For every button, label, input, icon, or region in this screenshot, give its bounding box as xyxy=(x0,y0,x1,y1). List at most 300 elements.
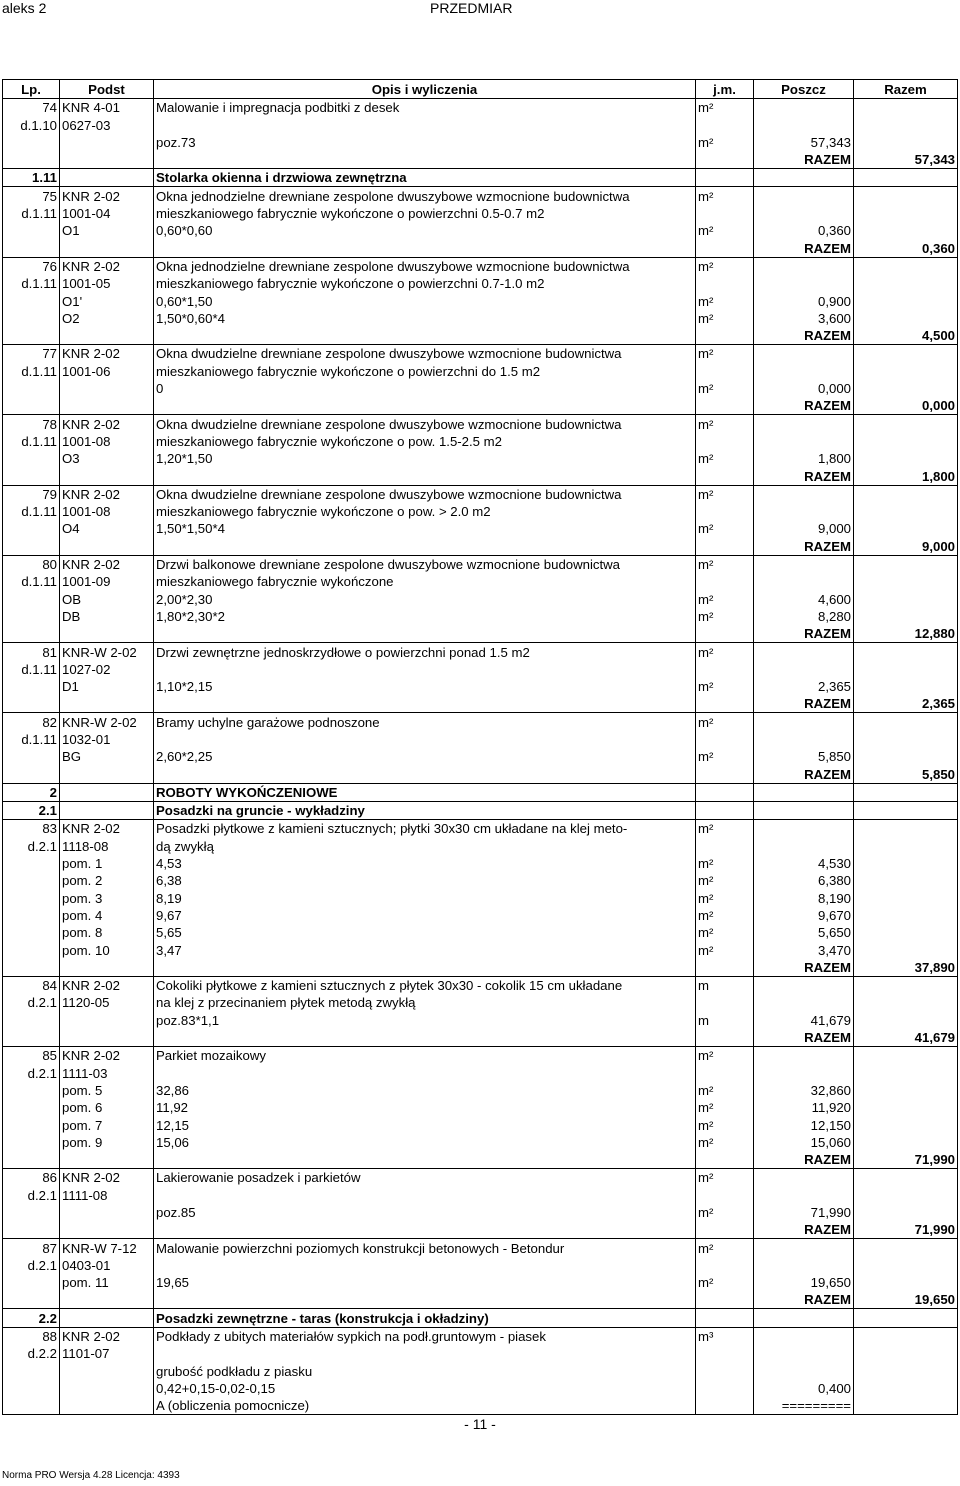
cell-podst xyxy=(60,1029,154,1047)
cell-podst xyxy=(60,151,154,169)
table-row xyxy=(3,713,958,731)
subtotal-row xyxy=(3,1029,958,1047)
cell-razem xyxy=(854,222,958,239)
cell-jm xyxy=(696,1064,754,1081)
cell-razem xyxy=(854,941,958,958)
page-header xyxy=(0,0,960,18)
cell-opis xyxy=(154,1291,696,1309)
cell-razem xyxy=(854,1064,958,1081)
cell-opis: Drzwi zewnętrzne jednoskrzydłowe o powierzchni ponad 1.5 m2 xyxy=(154,643,696,661)
cell-poszcz xyxy=(754,837,854,854)
cell-jm: m² xyxy=(696,907,754,924)
cell-poszcz xyxy=(754,205,854,222)
cell-jm: m² xyxy=(696,415,754,433)
cell-opis: 1,80*2,30*2 xyxy=(154,608,696,625)
cell-opis: 1,50*0,60*4 xyxy=(154,310,696,327)
cell-opis xyxy=(154,1064,696,1081)
cell-poszcz xyxy=(754,1239,854,1257)
cell-opis: 12,15 xyxy=(154,1116,696,1133)
cell-lp xyxy=(3,907,60,924)
cell-jm: m² xyxy=(696,748,754,765)
table-row xyxy=(3,590,958,607)
cell-opis: Malowanie i impregnacja podbitki z desek xyxy=(154,99,696,117)
cell-opis: mieszkaniowego fabrycznie wykończone o pow. > 2.0 m2 xyxy=(154,503,696,520)
cell-podst: 1001-05 xyxy=(60,275,154,292)
cell-opis xyxy=(154,1029,696,1047)
cell-podst: pom. 8 xyxy=(60,924,154,941)
cell-razem xyxy=(854,907,958,924)
cell-razem xyxy=(854,292,958,309)
cell-lp xyxy=(3,310,60,327)
cell-jm: m² xyxy=(696,99,754,117)
cell-razem xyxy=(854,520,958,537)
cell-razem: 37,890 xyxy=(854,959,958,977)
cell-lp xyxy=(3,748,60,765)
cell-poszcz: 11,920 xyxy=(754,1099,854,1116)
cell-lp xyxy=(3,1011,60,1028)
cell-podst xyxy=(60,1011,154,1028)
table-row xyxy=(3,1134,958,1151)
subtotal-row xyxy=(3,1151,958,1169)
cell-lp xyxy=(3,889,60,906)
cell-lp: 2.2 xyxy=(3,1309,60,1327)
cell-podst: O1' xyxy=(60,292,154,309)
cell-lp xyxy=(3,625,60,643)
cell-razem xyxy=(854,187,958,205)
cell-jm: m² xyxy=(696,1082,754,1099)
cell-jm: m² xyxy=(696,608,754,625)
cell-jm xyxy=(696,433,754,450)
cell-podst: pom. 9 xyxy=(60,1134,154,1151)
cell-razem xyxy=(854,310,958,327)
cell-poszcz: RAZEM xyxy=(754,151,854,169)
table-row xyxy=(3,731,958,748)
table-row xyxy=(3,345,958,363)
cell-opis: 3,47 xyxy=(154,941,696,958)
cell-razem xyxy=(854,1274,958,1291)
section-row xyxy=(3,801,958,819)
table-row xyxy=(3,1186,958,1203)
cell-lp xyxy=(3,292,60,309)
cell-poszcz xyxy=(754,783,854,801)
cell-podst xyxy=(60,169,154,187)
cell-jm xyxy=(696,959,754,977)
subtotal-row xyxy=(3,765,958,783)
cell-podst: KNR-W 7-12 xyxy=(60,1239,154,1257)
cell-jm xyxy=(696,783,754,801)
cell-podst: KNR 2-02 xyxy=(60,820,154,838)
cell-jm: m² xyxy=(696,187,754,205)
cell-jm: m² xyxy=(696,555,754,573)
cell-lp: 82 xyxy=(3,713,60,731)
cell-lp: 85 xyxy=(3,1047,60,1065)
subtotal-row xyxy=(3,625,958,643)
cell-jm: m² xyxy=(696,924,754,941)
cell-lp: d.2.2 xyxy=(3,1345,60,1362)
cell-razem: 9,000 xyxy=(854,537,958,555)
cell-opis: mieszkaniowego fabrycznie wykończone o powierzchni do 1.5 m2 xyxy=(154,362,696,379)
cell-lp: 86 xyxy=(3,1169,60,1187)
cell-razem xyxy=(854,450,958,467)
cell-podst: O2 xyxy=(60,310,154,327)
cell-podst: BG xyxy=(60,748,154,765)
table-row xyxy=(3,433,958,450)
cell-poszcz: RAZEM xyxy=(754,1151,854,1169)
cell-podst: KNR 2-02 xyxy=(60,257,154,275)
cell-podst xyxy=(60,134,154,151)
table-row xyxy=(3,187,958,205)
cell-razem xyxy=(854,99,958,117)
cell-podst: 1120-05 xyxy=(60,994,154,1011)
cell-podst xyxy=(60,1380,154,1397)
cell-poszcz xyxy=(754,1186,854,1203)
table-row xyxy=(3,1099,958,1116)
cell-opis: Okna jednodzielne drewniane zespolone dwuszybowe wzmocnione budownictwa xyxy=(154,187,696,205)
cell-podst xyxy=(60,765,154,783)
cell-razem xyxy=(854,1345,958,1362)
cell-jm xyxy=(696,661,754,678)
cell-podst: KNR 2-02 xyxy=(60,345,154,363)
cell-lp xyxy=(3,1082,60,1099)
cell-poszcz xyxy=(754,573,854,590)
cell-jm xyxy=(696,327,754,345)
table-row xyxy=(3,520,958,537)
cell-jm: m² xyxy=(696,345,754,363)
cell-podst: KNR 2-02 xyxy=(60,1047,154,1065)
cell-poszcz: 0,000 xyxy=(754,380,854,397)
cell-opis xyxy=(154,239,696,257)
subtotal-row xyxy=(3,1291,958,1309)
cell-lp xyxy=(3,590,60,607)
cell-razem xyxy=(854,1309,958,1327)
cell-opis xyxy=(154,116,696,133)
cell-podst: pom. 4 xyxy=(60,907,154,924)
cell-poszcz: 3,470 xyxy=(754,941,854,958)
cell-poszcz: 9,670 xyxy=(754,907,854,924)
cell-opis: mieszkaniowego fabrycznie wykończone o powierzchni 0.7-1.0 m2 xyxy=(154,275,696,292)
cell-jm xyxy=(696,1186,754,1203)
cell-jm: m² xyxy=(696,820,754,838)
cell-lp: d.1.11 xyxy=(3,573,60,590)
cell-razem xyxy=(854,380,958,397)
cell-razem xyxy=(854,1327,958,1345)
cell-opis: 4,53 xyxy=(154,855,696,872)
cell-lp xyxy=(3,872,60,889)
cell-poszcz: 2,365 xyxy=(754,678,854,695)
cell-jm xyxy=(696,503,754,520)
cell-opis xyxy=(154,1151,696,1169)
cell-jm xyxy=(696,573,754,590)
table-row xyxy=(3,362,958,379)
cell-poszcz xyxy=(754,99,854,117)
cell-jm xyxy=(696,467,754,485)
cell-poszcz: 19,650 xyxy=(754,1274,854,1291)
cell-opis: na klej z przecinaniem płytek metodą zwykłą xyxy=(154,994,696,1011)
cell-podst: pom. 5 xyxy=(60,1082,154,1099)
cell-podst: 1111-03 xyxy=(60,1064,154,1081)
cell-podst: pom. 1 xyxy=(60,855,154,872)
cell-razem: 1,800 xyxy=(854,467,958,485)
cell-opis: 32,86 xyxy=(154,1082,696,1099)
cell-razem xyxy=(854,1099,958,1116)
cell-poszcz xyxy=(754,820,854,838)
cell-opis: Stolarka okienna i drzwiowa zewnętrzna xyxy=(154,169,696,187)
cell-lp xyxy=(3,380,60,397)
cell-razem xyxy=(854,433,958,450)
cell-opis: Bramy uchylne garażowe podnoszone xyxy=(154,713,696,731)
cell-lp xyxy=(3,695,60,713)
cell-opis: 5,65 xyxy=(154,924,696,941)
cell-opis: Cokoliki płytkowe z kamieni sztucznych z płytek 30x30 - cokolik 15 cm układane xyxy=(154,976,696,994)
subtotal-row xyxy=(3,397,958,415)
cell-podst: KNR 2-02 xyxy=(60,415,154,433)
cell-jm xyxy=(696,1221,754,1239)
cell-lp: d.2.1 xyxy=(3,1186,60,1203)
table-row xyxy=(3,1257,958,1274)
cell-razem: 2,365 xyxy=(854,695,958,713)
cell-podst xyxy=(60,1362,154,1379)
cell-opis xyxy=(154,327,696,345)
cell-jm xyxy=(696,731,754,748)
cell-poszcz xyxy=(754,1257,854,1274)
table-row xyxy=(3,924,958,941)
cell-jm xyxy=(696,1291,754,1309)
cell-opis xyxy=(154,1221,696,1239)
cell-jm xyxy=(696,1380,754,1397)
cell-opis: poz.73 xyxy=(154,134,696,151)
cell-razem xyxy=(854,1011,958,1028)
table-row xyxy=(3,855,958,872)
cell-lp: d.1.11 xyxy=(3,275,60,292)
cell-lp xyxy=(3,678,60,695)
cell-jm: m² xyxy=(696,222,754,239)
cell-jm: m² xyxy=(696,380,754,397)
cell-razem xyxy=(854,678,958,695)
cell-razem xyxy=(854,555,958,573)
cell-poszcz xyxy=(754,1362,854,1379)
cell-podst: D1 xyxy=(60,678,154,695)
cell-jm: m² xyxy=(696,678,754,695)
section-row xyxy=(3,169,958,187)
cell-razem xyxy=(854,783,958,801)
cell-opis: 2,00*2,30 xyxy=(154,590,696,607)
cell-jm xyxy=(696,1397,754,1415)
cell-poszcz: RAZEM xyxy=(754,765,854,783)
cell-opis xyxy=(154,1345,696,1362)
cell-poszcz xyxy=(754,503,854,520)
cell-opis: Lakierowanie posadzek i parkietów xyxy=(154,1169,696,1187)
cell-lp: d.1.11 xyxy=(3,661,60,678)
table-row xyxy=(3,1116,958,1133)
col-poszcz: Poszcz xyxy=(754,80,854,99)
cell-lp xyxy=(3,1204,60,1221)
cell-poszcz: 0,400 xyxy=(754,1380,854,1397)
cell-jm: m² xyxy=(696,134,754,151)
cell-podst: KNR-W 2-02 xyxy=(60,713,154,731)
cell-poszcz: 9,000 xyxy=(754,520,854,537)
cell-podst: KNR 4-01 xyxy=(60,99,154,117)
cell-podst: O3 xyxy=(60,450,154,467)
cell-podst: 1001-09 xyxy=(60,573,154,590)
cell-opis: Parkiet mozaikowy xyxy=(154,1047,696,1065)
cell-poszcz xyxy=(754,1169,854,1187)
cell-jm: m² xyxy=(696,872,754,889)
cell-opis: Posadzki zewnętrzne - taras (konstrukcja i okładziny) xyxy=(154,1309,696,1327)
cell-opis: mieszkaniowego fabrycznie wykończone o pow. 1.5-2.5 m2 xyxy=(154,433,696,450)
cell-razem xyxy=(854,994,958,1011)
cell-razem xyxy=(854,573,958,590)
cell-opis xyxy=(154,467,696,485)
table-body xyxy=(3,99,958,1415)
cell-podst xyxy=(60,801,154,819)
cell-jm: m² xyxy=(696,257,754,275)
cell-opis: 6,38 xyxy=(154,872,696,889)
cell-razem xyxy=(854,275,958,292)
cell-jm: m² xyxy=(696,855,754,872)
cell-lp: d.2.1 xyxy=(3,1064,60,1081)
cell-poszcz xyxy=(754,433,854,450)
cell-lp: 75 xyxy=(3,187,60,205)
cell-lp: 78 xyxy=(3,415,60,433)
cell-jm: m² xyxy=(696,310,754,327)
cell-jm xyxy=(696,801,754,819)
cell-razem xyxy=(854,820,958,838)
subtotal-row xyxy=(3,1221,958,1239)
cell-razem xyxy=(854,1134,958,1151)
cell-opis: ROBOTY WYKOŃCZENIOWE xyxy=(154,783,696,801)
subtotal-row xyxy=(3,151,958,169)
cell-poszcz xyxy=(754,643,854,661)
cell-poszcz xyxy=(754,661,854,678)
cell-poszcz: RAZEM xyxy=(754,1029,854,1047)
table-row xyxy=(3,820,958,838)
cell-lp xyxy=(3,1116,60,1133)
cell-lp xyxy=(3,537,60,555)
cell-razem xyxy=(854,889,958,906)
cell-opis: 11,92 xyxy=(154,1099,696,1116)
table-row xyxy=(3,1362,958,1379)
cell-opis: Podkłady z ubitych materiałów sypkich na podł.gruntowym - piasek xyxy=(154,1327,696,1345)
cell-poszcz: 4,530 xyxy=(754,855,854,872)
cell-lp: d.2.1 xyxy=(3,837,60,854)
cell-poszcz xyxy=(754,1345,854,1362)
table-row xyxy=(3,1274,958,1291)
cell-poszcz xyxy=(754,555,854,573)
cell-jm xyxy=(696,1151,754,1169)
table-row xyxy=(3,976,958,994)
cell-lp xyxy=(3,327,60,345)
cell-razem xyxy=(854,976,958,994)
cell-opis: 0,60*0,60 xyxy=(154,222,696,239)
cell-lp xyxy=(3,1151,60,1169)
cell-lp: 2 xyxy=(3,783,60,801)
cell-jm xyxy=(696,837,754,854)
cell-podst: KNR-W 2-02 xyxy=(60,643,154,661)
cell-jm: m xyxy=(696,976,754,994)
cell-podst xyxy=(60,959,154,977)
table-row xyxy=(3,941,958,958)
cell-razem xyxy=(854,169,958,187)
cell-podst: KNR 2-02 xyxy=(60,1169,154,1187)
cell-lp: d.2.1 xyxy=(3,1257,60,1274)
cell-razem: 19,650 xyxy=(854,1291,958,1309)
cell-poszcz xyxy=(754,187,854,205)
cell-podst: 1118-08 xyxy=(60,837,154,854)
cell-razem xyxy=(854,872,958,889)
table-row xyxy=(3,134,958,151)
cell-opis: 1,50*1,50*4 xyxy=(154,520,696,537)
cell-podst: 0627-03 xyxy=(60,116,154,133)
cell-opis: Okna jednodzielne drewniane zespolone dwuszybowe wzmocnione budownictwa xyxy=(154,257,696,275)
table-row xyxy=(3,1064,958,1081)
cell-poszcz: RAZEM xyxy=(754,1291,854,1309)
cell-opis: Okna dwudzielne drewniane zespolone dwuszybowe wzmocnione budownictwa xyxy=(154,345,696,363)
cell-lp: 1.11 xyxy=(3,169,60,187)
cell-podst: pom. 7 xyxy=(60,1116,154,1133)
cell-podst: pom. 6 xyxy=(60,1099,154,1116)
cell-jm xyxy=(696,239,754,257)
cell-jm xyxy=(696,1309,754,1327)
cell-opis: poz.83*1,1 xyxy=(154,1011,696,1028)
cell-lp: 83 xyxy=(3,820,60,838)
table-row xyxy=(3,1380,958,1397)
cell-podst xyxy=(60,239,154,257)
cell-podst: pom. 11 xyxy=(60,1274,154,1291)
cell-razem: 57,343 xyxy=(854,151,958,169)
table-row xyxy=(3,292,958,309)
cell-opis: 2,60*2,25 xyxy=(154,748,696,765)
cell-opis: mieszkaniowego fabrycznie wykończone xyxy=(154,573,696,590)
cell-lp: 87 xyxy=(3,1239,60,1257)
cell-lp xyxy=(3,855,60,872)
cell-jm: m³ xyxy=(696,1327,754,1345)
cell-razem: 4,500 xyxy=(854,327,958,345)
cell-podst: 1032-01 xyxy=(60,731,154,748)
cell-lp: 76 xyxy=(3,257,60,275)
cell-jm: m² xyxy=(696,485,754,503)
cell-jm: m² xyxy=(696,713,754,731)
table-row xyxy=(3,1327,958,1345)
cell-podst: KNR 2-02 xyxy=(60,1327,154,1345)
subtotal-row xyxy=(3,537,958,555)
table-row xyxy=(3,678,958,695)
cell-opis: 15,06 xyxy=(154,1134,696,1151)
cell-podst: pom. 3 xyxy=(60,889,154,906)
table-row xyxy=(3,503,958,520)
cell-poszcz: 8,280 xyxy=(754,608,854,625)
cell-lp: 81 xyxy=(3,643,60,661)
table-row xyxy=(3,573,958,590)
cell-podst: DB xyxy=(60,608,154,625)
cell-razem xyxy=(854,1169,958,1187)
cell-jm xyxy=(696,1257,754,1274)
cell-razem xyxy=(854,643,958,661)
table-row xyxy=(3,661,958,678)
cell-poszcz xyxy=(754,1309,854,1327)
cell-razem xyxy=(854,924,958,941)
cell-jm: m² xyxy=(696,1204,754,1221)
cell-jm: m² xyxy=(696,643,754,661)
cell-lp xyxy=(3,765,60,783)
table-row xyxy=(3,837,958,854)
cell-lp: d.1.10 xyxy=(3,116,60,133)
cell-jm: m² xyxy=(696,520,754,537)
cell-podst: 1001-08 xyxy=(60,503,154,520)
cell-jm: m² xyxy=(696,1169,754,1187)
subtotal-row xyxy=(3,959,958,977)
cell-poszcz: RAZEM xyxy=(754,239,854,257)
cell-podst: OB xyxy=(60,590,154,607)
